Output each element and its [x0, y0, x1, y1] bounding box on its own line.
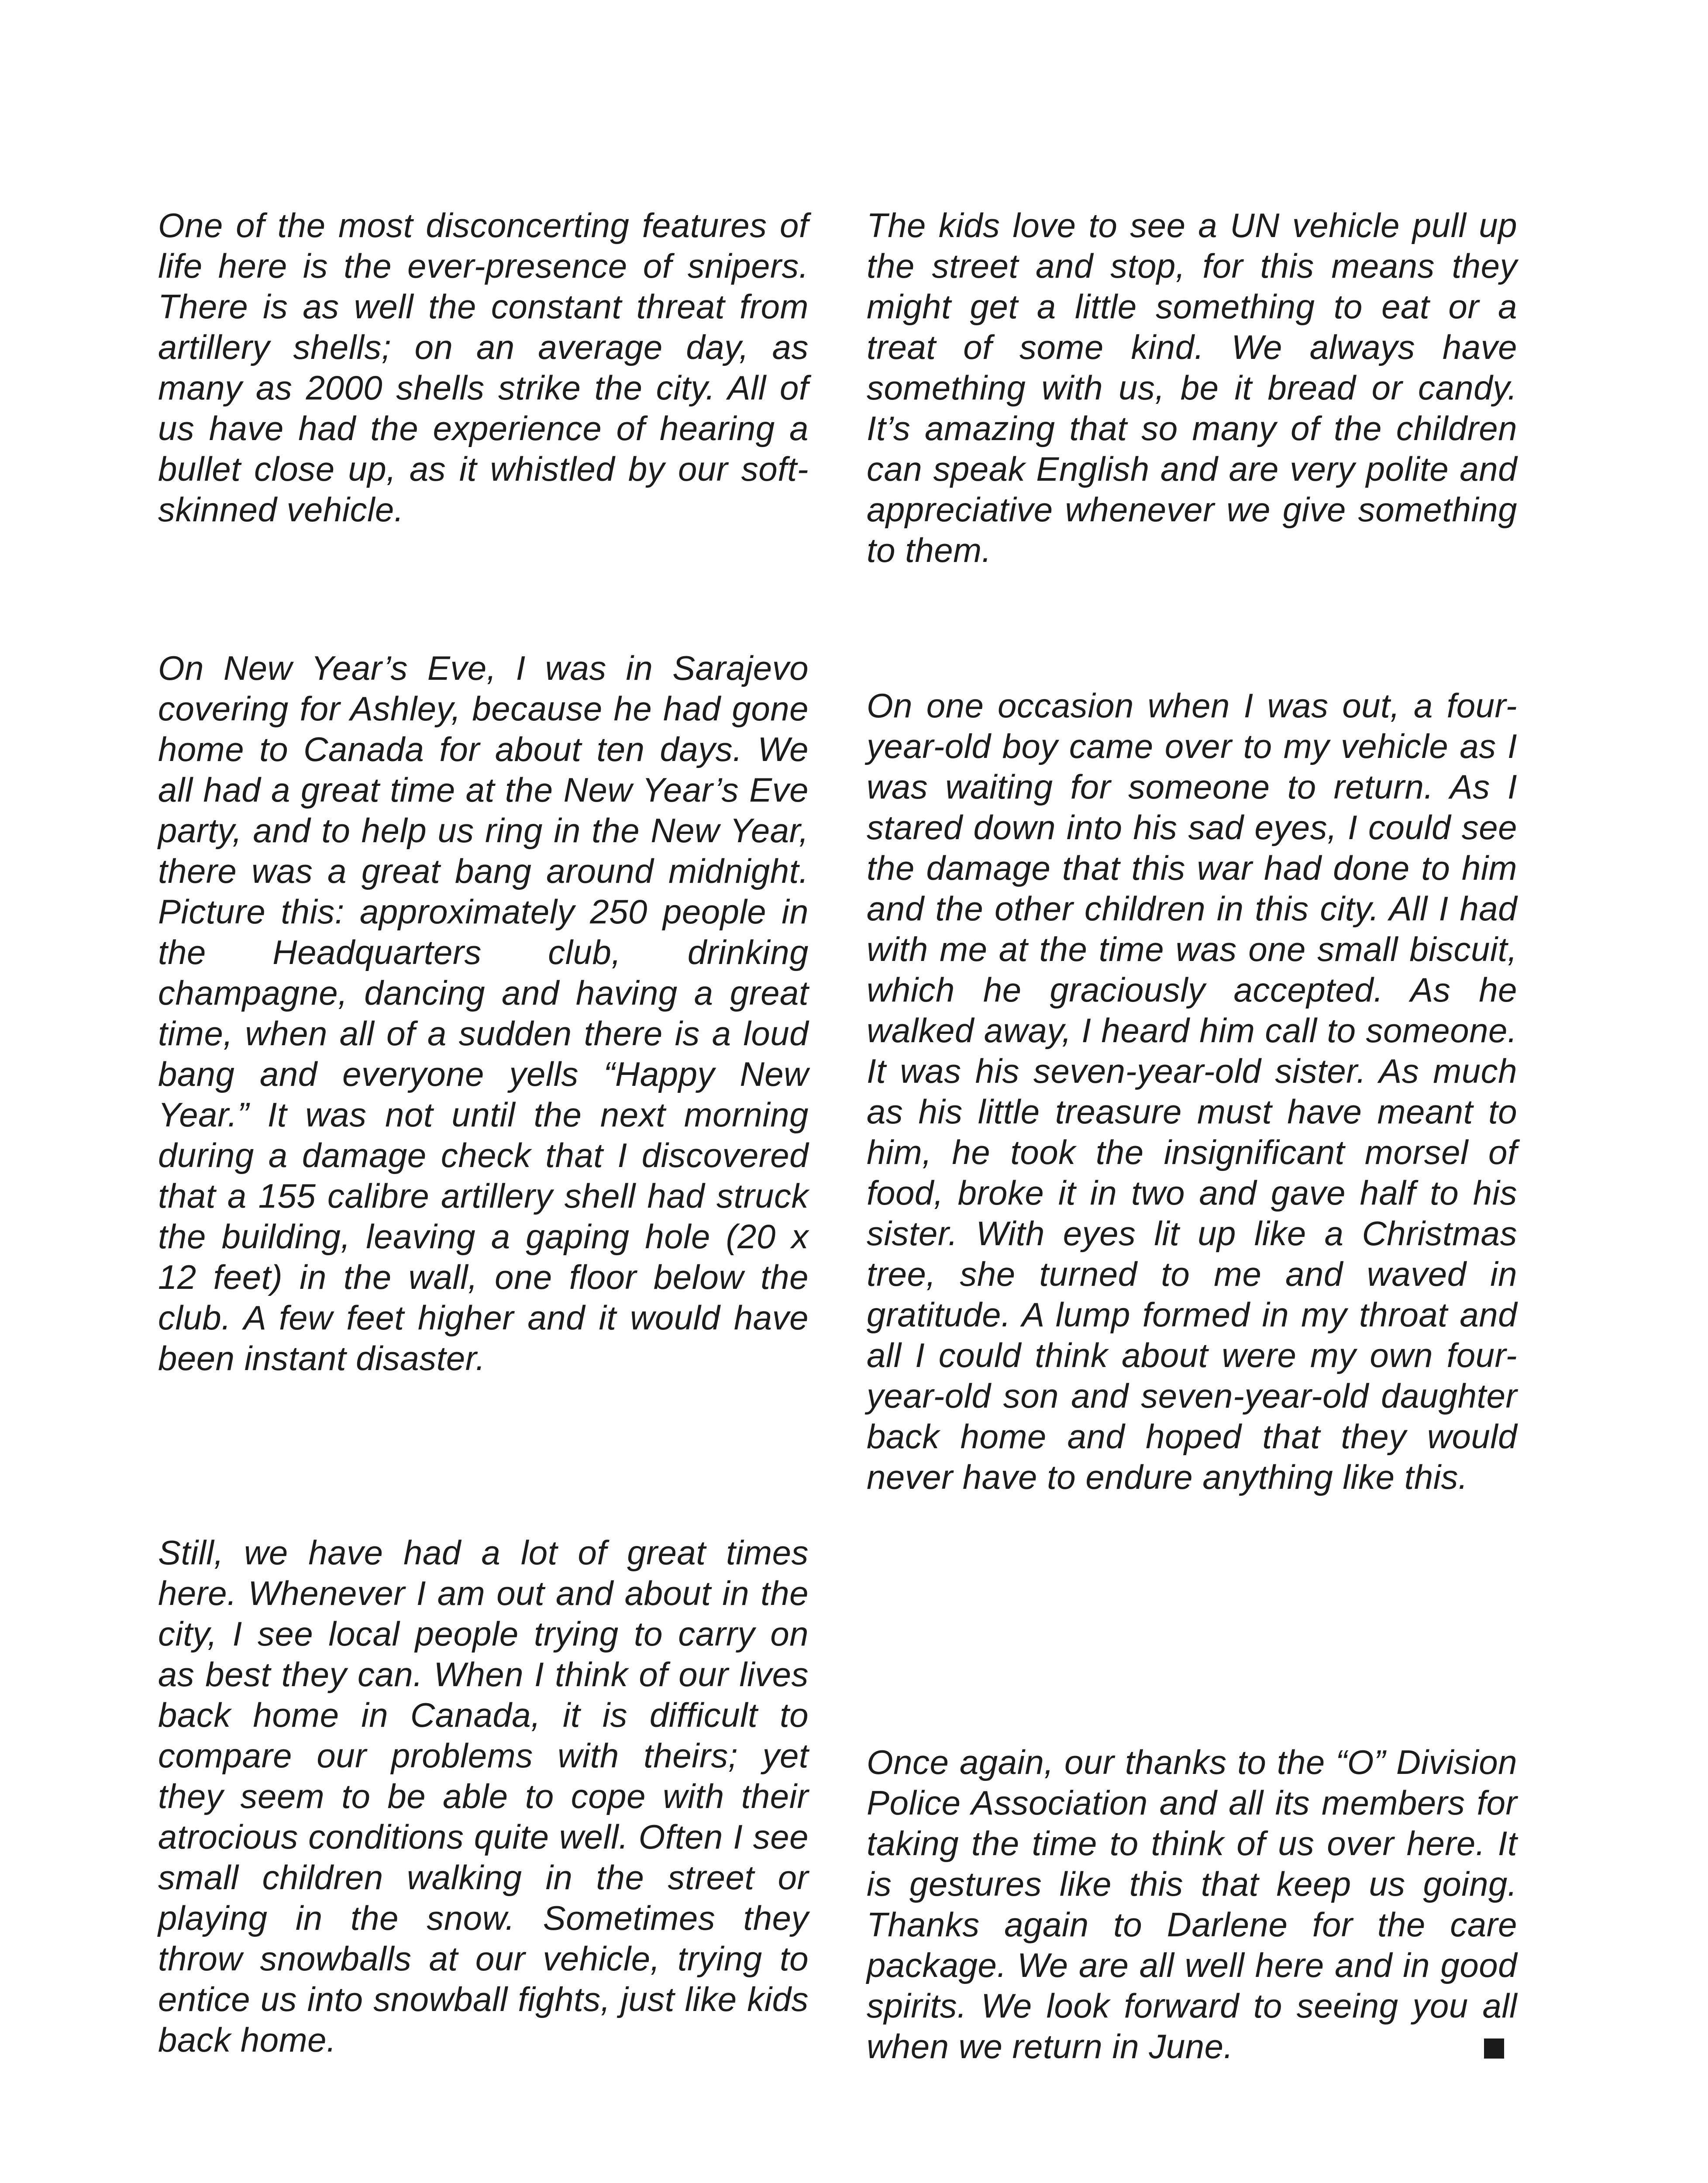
right-column — [867, 205, 1517, 2066]
paragraph-thanks — [867, 1742, 1517, 2067]
paragraph-snipers: One of the most disconcerting features of life here is the ever-presence of snipers. There is as well the constant threat from artillery shells; on an average day, as many as 2000 shells strike the city. All of us have had the experience of hearing a bullet close up, as it whistled by our soft-skinned vehicle. — [158, 206, 809, 529]
end-of-article-square-icon — [1484, 2038, 1504, 2059]
paragraph-four-year-old-boy: On one occasion when I was out, a four-year-old boy came over to my vehicle as I was waiting for someone to return. As I stared down into his sad eyes, I could see the damage that this war had done to him and the other children in this city. All I had with me at the time was one small biscuit, which he graciously accepted. As he walked away, I heard him call to someone. It was his seven-year-old sister. As much as his little treasure must have meant to him, he took the insignificant morsel of food, broke it in two and gave half to his sister. With eyes lit up like a Christmas tree, she turned to me and waved in gratitude. A lump formed in my throat and all I could think about were my own four-year-old son and seven-year-old daughter back home and hoped that they would never have to endure anything like this. — [867, 686, 1517, 1496]
paragraph-thanks-text: Once again, our thanks to the “O” Division Police Association and all its members for taking the time to think of us over here. It is gestures like this that keep us going. Thanks again to Darlene for the care package. We are all well here and in good spirits. We look forward to seeing you all when we return in June. — [867, 1743, 1517, 2066]
paragraph-new-years-eve: On New Year’s Eve, I was in Sarajevo covering for Ashley, because he had gone home to Canada for about ten days. We all had a great time at the New Year’s Eve party, and to help us ring in the New Year, there was a great bang around midnight. Picture this: approximately 250 people in the Headquarters club, drinking champagne, dancing and having a great time, when all of a sudden there is a loud bang and everyone yells “Happy New Year.” It was not until the next morning during a damage check that I discovered that a 155 calibre artillery shell had struck the building, leaving a gaping hole (20 x 12 feet) in the wall, one floor below the club. A few feet higher and it would have been instant disaster. — [158, 649, 809, 1377]
paragraph-great-times: Still, we have had a lot of great times here. Whenever I am out and about in the city, I see local people trying to carry on as best they can. When I think of our lives back home in Canada, it is difficult to compare our problems with theirs; yet they seem to be able to cope with their atrocious conditions quite well. Often I see small children walking in the street or playing in the snow. Sometimes they throw snowballs at our vehicle, trying to entice us into snowball fights, just like kids back home. — [158, 1533, 809, 2059]
left-column — [158, 205, 809, 2059]
closing-paragraph-wrapper — [867, 1742, 1517, 2067]
paragraph-un-vehicle: The kids love to see a UN vehicle pull up the street and stop, for this means they might get a little something to eat or a treat of some kind. We always have something with us, be it bread or candy. It’s amazing that so many of the children can speak English and are very polite and appreciative whenever we give something to them. — [867, 206, 1517, 569]
